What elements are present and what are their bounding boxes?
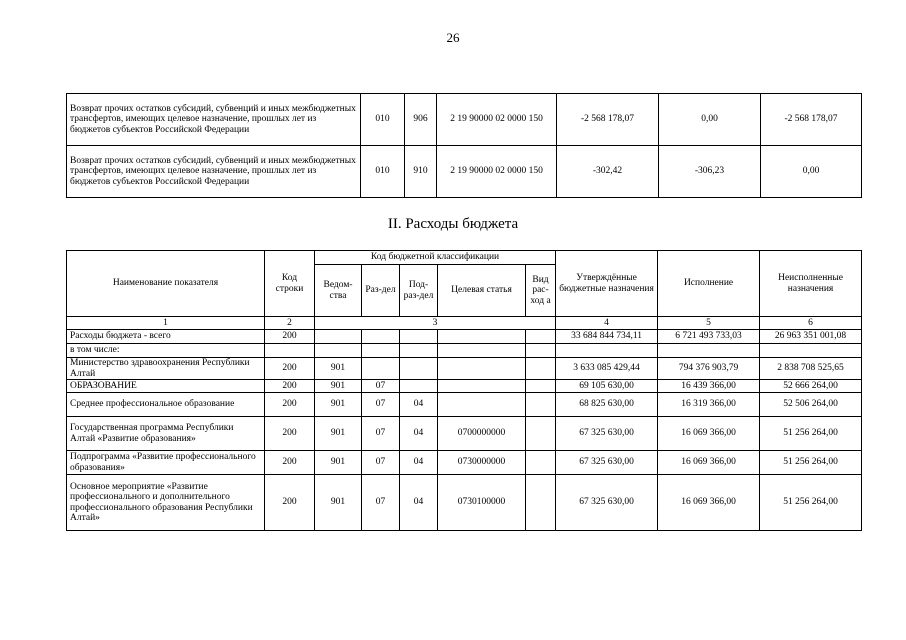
row-name: Министерство здравоохранения Республики Алтай bbox=[67, 358, 265, 380]
row-target bbox=[438, 380, 526, 393]
row-razdel: 07 bbox=[362, 393, 400, 417]
row-dept bbox=[315, 330, 362, 344]
row-approved: -2 568 178,07 bbox=[557, 94, 659, 146]
row-executed: 16 069 366,00 bbox=[658, 417, 760, 451]
row-approved: 69 105 630,00 bbox=[556, 380, 658, 393]
row-executed: 794 376 903,79 bbox=[658, 358, 760, 380]
row-unexecuted: 51 256 264,00 bbox=[760, 451, 862, 475]
row-line-code: 200 bbox=[265, 475, 315, 531]
row-dept: 901 bbox=[315, 393, 362, 417]
row-vid bbox=[526, 380, 556, 393]
row-vid bbox=[526, 330, 556, 344]
section-title: II. Расходы бюджета bbox=[387, 216, 519, 232]
column-number-row bbox=[67, 317, 862, 330]
col-number: 6 bbox=[760, 317, 862, 330]
col-number: 4 bbox=[556, 317, 658, 330]
row-name: ОБРАЗОВАНИЕ bbox=[67, 380, 265, 393]
header-classification: Код бюджетной классификации bbox=[315, 251, 556, 265]
income-continuation-table bbox=[66, 93, 862, 198]
row-podrazdel bbox=[400, 358, 438, 380]
row-approved: 3 633 085 429,44 bbox=[556, 358, 658, 380]
table-row bbox=[67, 380, 862, 393]
row-unexecuted: 52 666 264,00 bbox=[760, 380, 862, 393]
row-razdel: 07 bbox=[362, 451, 400, 475]
row-name: Основное мероприятие «Развитие профессионального и дополнительного профессионального образования Республики Алтай» bbox=[67, 475, 265, 531]
header-name: Наименование показателя bbox=[67, 251, 265, 317]
row-line-code: 200 bbox=[265, 451, 315, 475]
header-executed: Исполнение bbox=[658, 251, 760, 317]
row-name: Государственная программа Республики Алтай «Развитие образования» bbox=[67, 417, 265, 451]
row-razdel bbox=[362, 330, 400, 344]
row-name: Среднее профессиональное образование bbox=[67, 393, 265, 417]
table-row bbox=[67, 94, 862, 146]
row-line-code bbox=[265, 344, 315, 358]
row-approved: 67 325 630,00 bbox=[556, 475, 658, 531]
expenses-table bbox=[66, 250, 862, 531]
page-number: 26 bbox=[446, 30, 460, 45]
row-razdel: 07 bbox=[362, 380, 400, 393]
header-target: Целевая статья bbox=[438, 265, 526, 317]
row-razdel: 07 bbox=[362, 417, 400, 451]
row-target: 0730100000 bbox=[438, 475, 526, 531]
row-unexecuted bbox=[760, 344, 862, 358]
row-dept: 901 bbox=[315, 475, 362, 531]
table-row bbox=[67, 417, 862, 451]
row-podrazdel bbox=[400, 380, 438, 393]
row-vid bbox=[526, 393, 556, 417]
row-classification-code: 2 19 90000 02 0000 150 bbox=[437, 146, 557, 198]
row-podrazdel: 04 bbox=[400, 417, 438, 451]
header-dept: Ведом-ства bbox=[315, 265, 362, 317]
table-row bbox=[67, 451, 862, 475]
row-admin-code: 906 bbox=[405, 94, 437, 146]
header-approved: Утверждённые бюджетные назначения bbox=[556, 251, 658, 317]
row-target: 0700000000 bbox=[438, 417, 526, 451]
header-row bbox=[67, 251, 862, 265]
row-razdel bbox=[362, 358, 400, 380]
row-name: Расходы бюджета - всего bbox=[67, 330, 265, 344]
row-line-code: 010 bbox=[361, 94, 405, 146]
row-executed: 16 069 366,00 bbox=[658, 475, 760, 531]
row-vid bbox=[526, 475, 556, 531]
table-row bbox=[67, 344, 862, 358]
row-unexecuted: 51 256 264,00 bbox=[760, 417, 862, 451]
row-vid bbox=[526, 417, 556, 451]
table-row bbox=[67, 393, 862, 417]
row-target bbox=[438, 344, 526, 358]
row-dept: 901 bbox=[315, 358, 362, 380]
row-dept: 901 bbox=[315, 451, 362, 475]
row-approved: 33 684 844 734,11 bbox=[556, 330, 658, 344]
row-target bbox=[438, 358, 526, 380]
row-podrazdel: 04 bbox=[400, 475, 438, 531]
row-unexecuted: -2 568 178,07 bbox=[761, 94, 862, 146]
row-line-code: 010 bbox=[361, 146, 405, 198]
row-executed: 0,00 bbox=[659, 94, 761, 146]
row-line-code: 200 bbox=[265, 380, 315, 393]
row-unexecuted: 26 963 351 001,08 bbox=[760, 330, 862, 344]
row-dept: 901 bbox=[315, 417, 362, 451]
header-podrazdel: Под-раз-дел bbox=[400, 265, 438, 317]
header-razdel: Раз-дел bbox=[362, 265, 400, 317]
table-row bbox=[67, 330, 862, 344]
row-approved: 67 325 630,00 bbox=[556, 417, 658, 451]
row-approved: -302,42 bbox=[557, 146, 659, 198]
row-vid bbox=[526, 344, 556, 358]
row-name: Возврат прочих остатков субсидий, субвенций и иных межбюджетных трансфертов, имеющих целевое назначение, прошлых лет из бюджетов субъектов Российской Федерации bbox=[67, 94, 361, 146]
row-executed: 16 069 366,00 bbox=[658, 451, 760, 475]
row-executed bbox=[658, 344, 760, 358]
row-unexecuted: 2 838 708 525,65 bbox=[760, 358, 862, 380]
row-approved: 68 825 630,00 bbox=[556, 393, 658, 417]
col-number: 1 bbox=[67, 317, 265, 330]
col-number: 5 bbox=[658, 317, 760, 330]
row-podrazdel: 04 bbox=[400, 393, 438, 417]
row-approved: 67 325 630,00 bbox=[556, 451, 658, 475]
row-name: в том числе: bbox=[67, 344, 265, 358]
row-name: Подпрограмма «Развитие профессионального образования» bbox=[67, 451, 265, 475]
row-vid bbox=[526, 451, 556, 475]
col-number: 2 bbox=[265, 317, 315, 330]
row-razdel: 07 bbox=[362, 475, 400, 531]
col-number: 3 bbox=[315, 317, 556, 330]
row-target: 0730000000 bbox=[438, 451, 526, 475]
table-row bbox=[67, 475, 862, 531]
row-executed: 16 319 366,00 bbox=[658, 393, 760, 417]
table-row bbox=[67, 146, 862, 198]
row-dept bbox=[315, 344, 362, 358]
row-dept: 901 bbox=[315, 380, 362, 393]
header-vid: Вид рас-ход а bbox=[526, 265, 556, 317]
row-line-code: 200 bbox=[265, 393, 315, 417]
row-target bbox=[438, 393, 526, 417]
row-unexecuted: 51 256 264,00 bbox=[760, 475, 862, 531]
row-unexecuted: 0,00 bbox=[761, 146, 862, 198]
row-podrazdel bbox=[400, 344, 438, 358]
row-approved bbox=[556, 344, 658, 358]
row-line-code: 200 bbox=[265, 358, 315, 380]
row-executed: 16 439 366,00 bbox=[658, 380, 760, 393]
row-executed: 6 721 493 733,03 bbox=[658, 330, 760, 344]
row-unexecuted: 52 506 264,00 bbox=[760, 393, 862, 417]
row-line-code: 200 bbox=[265, 330, 315, 344]
row-podrazdel: 04 bbox=[400, 451, 438, 475]
row-podrazdel bbox=[400, 330, 438, 344]
header-unexecuted: Неисполненные назначения bbox=[760, 251, 862, 317]
row-classification-code: 2 19 90000 02 0000 150 bbox=[437, 94, 557, 146]
row-razdel bbox=[362, 344, 400, 358]
row-executed: -306,23 bbox=[659, 146, 761, 198]
row-line-code: 200 bbox=[265, 417, 315, 451]
row-vid bbox=[526, 358, 556, 380]
header-line: Код строки bbox=[265, 251, 315, 317]
table-row bbox=[67, 358, 862, 380]
row-name: Возврат прочих остатков субсидий, субвенций и иных межбюджетных трансфертов, имеющих целевое назначение, прошлых лет из бюджетов субъектов Российской Федерации bbox=[67, 146, 361, 198]
row-target bbox=[438, 330, 526, 344]
row-admin-code: 910 bbox=[405, 146, 437, 198]
